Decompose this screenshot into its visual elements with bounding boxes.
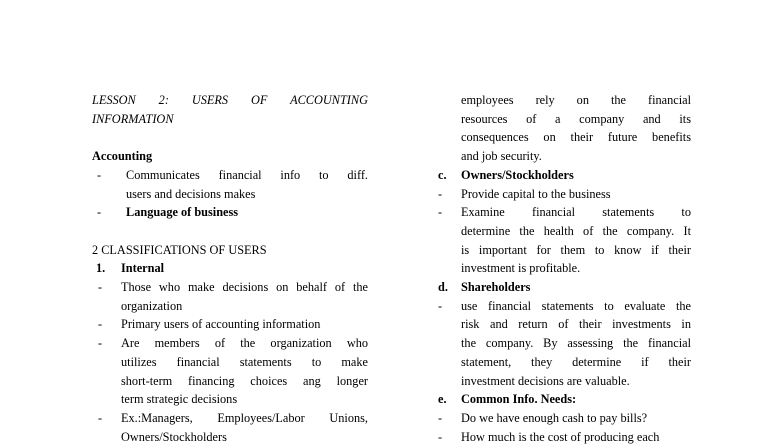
bullet-dash: - — [97, 205, 102, 220]
accounting-heading: Accounting — [92, 149, 153, 164]
bullet-dash: - — [438, 410, 443, 425]
section-label: Owners/Stockholders — [461, 167, 574, 182]
continuation-paragraph — [438, 91, 691, 166]
item-text-line: Language of business — [126, 205, 239, 220]
list-item — [438, 185, 691, 204]
letter-marker: e. — [438, 392, 447, 407]
item-text-line: statement, they determine if their — [461, 354, 691, 369]
item-text-line: utilizes financial statements to make — [121, 354, 368, 369]
section-label: Shareholders — [461, 280, 531, 295]
section-heading-owners — [438, 166, 691, 185]
bullet-dash: - — [98, 317, 103, 332]
item-text-line: Are members of the organization who — [121, 336, 368, 351]
lesson-title-line-2: INFORMATION — [92, 111, 174, 126]
item-text-line: Owners/Stockholders — [121, 429, 227, 444]
item-text-line: risk and return of their investments in — [461, 317, 691, 332]
item-text-line: Primary users of accounting information — [121, 317, 321, 332]
item-text-line: investment is profitable. — [461, 261, 581, 276]
bullet-dash: - — [438, 205, 443, 220]
letter-marker: c. — [438, 167, 447, 182]
list-item — [92, 278, 368, 315]
section-heading-common-info — [438, 390, 691, 409]
item-text-line: Do we have enough cash to pay bills? — [461, 410, 648, 425]
list-item — [92, 203, 368, 222]
bullet-dash: - — [438, 429, 443, 444]
section-label: Common Info. Needs: — [461, 392, 577, 407]
left-column — [92, 91, 368, 446]
list-item — [92, 334, 368, 409]
list-item — [438, 428, 691, 446]
section-heading-shareholders — [438, 278, 691, 297]
bullet-dash: - — [98, 410, 103, 425]
item-text-line: the company. By assessing the financial — [461, 336, 691, 351]
item-text-line: How much is the cost of producing each — [461, 429, 660, 444]
item-text-line: Examine financial statements to — [461, 205, 691, 220]
list-item — [92, 315, 368, 334]
bullet-dash: - — [438, 298, 443, 313]
list-item — [438, 409, 691, 428]
list-item — [92, 166, 368, 203]
item-text-line: short-term financing choices ang longer — [121, 373, 368, 388]
item-text-line: Provide capital to the business — [461, 186, 611, 201]
item-text-line: investment decisions are valuable. — [461, 373, 630, 388]
item-text-line: resources of a company and its — [461, 111, 691, 126]
item-text-line: is important for them to know if their — [461, 242, 691, 257]
list-item — [92, 409, 368, 446]
item-text-line: and job security. — [461, 149, 542, 164]
bullet-dash: - — [97, 167, 102, 182]
item-text-line: use financial statements to evaluate the — [461, 298, 691, 313]
internal-label: Internal — [121, 261, 165, 276]
list-item — [438, 297, 691, 391]
item-text-line: organization — [121, 298, 183, 313]
right-column — [438, 91, 691, 446]
internal-heading — [92, 259, 368, 278]
lesson-title-line-1: LESSON 2: USERS OF ACCOUNTING — [92, 93, 368, 107]
item-text-line: Those who make decisions on behalf of the — [121, 280, 368, 294]
bullet-dash: - — [98, 280, 103, 294]
number-marker: 1. — [96, 261, 106, 276]
list-item — [438, 203, 691, 278]
item-text-line: determine the health of the company. It — [461, 223, 691, 238]
item-text-line: Communicates financial info to diff. — [126, 167, 368, 182]
item-text-line: users and decisions makes — [126, 186, 256, 201]
classifications-heading: 2 CLASSIFICATIONS OF USERS — [92, 242, 267, 257]
item-text-line: Ex.:Managers, Employees/Labor Unions, — [121, 410, 368, 425]
item-text-line: consequences on their future benefits — [461, 130, 691, 145]
bullet-dash: - — [98, 336, 103, 351]
item-text-line: employees rely on the financial — [461, 93, 691, 107]
bullet-dash: - — [438, 186, 443, 201]
item-text-line: term strategic decisions — [121, 392, 238, 407]
letter-marker: d. — [438, 280, 448, 295]
